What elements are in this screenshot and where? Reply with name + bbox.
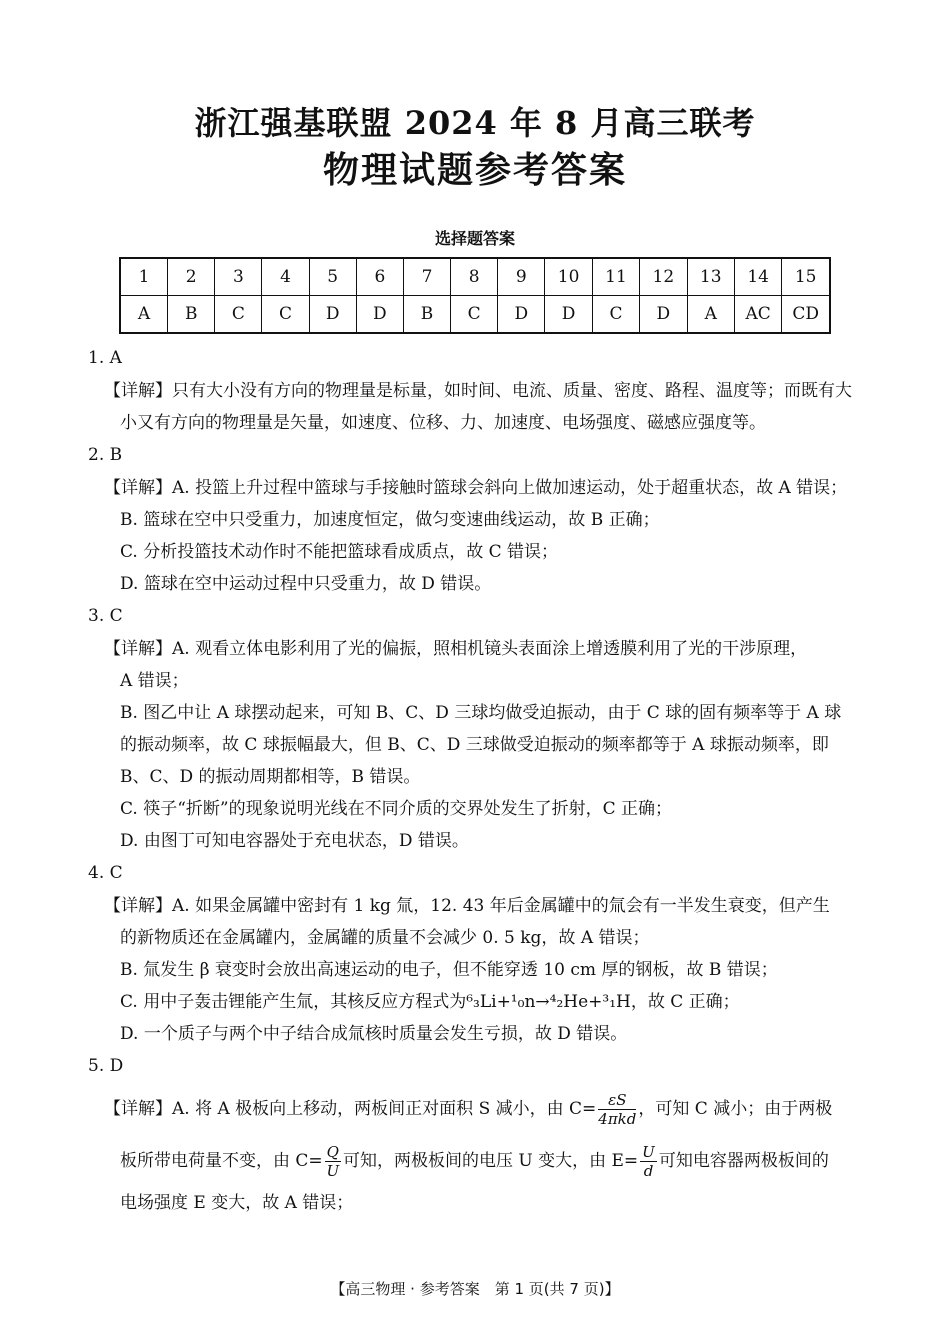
answer-table-number-row [120, 258, 830, 296]
field-strength-fraction [640, 1143, 657, 1180]
question-number-cell: 1 [120, 258, 168, 296]
page-footer: 【高三物理 · 参考答案 第 1 页(共 7 页)】 [330, 1280, 620, 1298]
formula-text: 可知电容器两极板间的 [658, 1151, 829, 1171]
question-2-answer: 2. B [88, 445, 123, 465]
answer-cell: D [545, 296, 592, 334]
question-2-detail-line: B. 篮球在空中只受重力，加速度恒定，做匀变速曲线运动，故 B 正确； [120, 510, 660, 530]
document-title: 物理试题参考答案 [322, 149, 627, 191]
question-number-cell: 13 [687, 258, 734, 296]
answer-cell: D [498, 296, 545, 334]
question-3-detail-line: C. 筷子“折断”的现象说明光线在不同介质的交界处发生了折射，C 正确； [120, 799, 673, 819]
question-5-detail-line [88, 1135, 868, 1187]
question-number-cell: 4 [262, 258, 309, 296]
question-number-cell: 6 [356, 258, 403, 296]
answer-cell: A [687, 296, 734, 334]
question-4-detail-line: B. 氚发生 β 衰变时会放出高速运动的电子，但不能穿透 10 cm 厚的钢板，故 B 错误； [120, 960, 778, 980]
answer-table-answer-row [120, 296, 830, 334]
answer-cell: C [451, 296, 498, 334]
answer-cell: A [120, 296, 168, 334]
question-1-detail-line: 小又有方向的物理量是矢量，如速度、位移、力、加速度、电场强度、磁感应强度等。 [120, 413, 766, 433]
question-4-detail-line: 的新物质还在金属罐内，金属罐的质量不会减少 0. 5 kg，故 A 错误； [120, 928, 650, 948]
question-number-cell: 9 [498, 258, 545, 296]
question-4-detail-line: C. 用中子轰击锂能产生氚，其核反应方程式为⁶₃Li+¹₀n→⁴₂He+³₁H，故 C 正确； [120, 992, 740, 1012]
question-3-answer: 3. C [88, 606, 123, 626]
explanations [88, 342, 868, 1219]
charge-voltage-fraction [325, 1143, 341, 1180]
answer-cell: D [640, 296, 687, 334]
question-1-detail-line: 【详解】只有大小没有方向的物理量是标量，如时间、电流、质量、密度、路程、温度等；而既有大 [104, 381, 852, 401]
answer-cell: CD [782, 296, 830, 334]
fraction-denominator: U [326, 1162, 340, 1180]
formula-text: 板所带电荷量不变，由 C= [120, 1151, 323, 1171]
answer-cell: B [168, 296, 215, 334]
question-2-detail-line: C. 分析投篮技术动作时不能把篮球看成质点，故 C 错误； [120, 542, 559, 562]
formula-text: ，可知 C 减小；由于两极 [638, 1099, 833, 1119]
formula-text: 可知，两极板间的电压 U 变大，由 E= [342, 1151, 639, 1171]
question-number-cell: 3 [215, 258, 262, 296]
answer-cell: B [403, 296, 450, 334]
question-4-detail-line: 【详解】A. 如果金属罐中密封有 1 kg 氚，12. 43 年后金属罐中的氚会有一半发生衰变，但产生 [104, 896, 830, 916]
question-number-cell: 11 [592, 258, 639, 296]
answer-table-title: 选择题答案 [434, 229, 515, 248]
answer-table [119, 257, 831, 334]
answer-cell: AC [734, 296, 781, 334]
question-1-answer: 1. A [88, 348, 122, 368]
question-3-detail-line: 【详解】A. 观看立体电影利用了光的偏振，照相机镜头表面涂上增透膜利用了光的干涉原理， [104, 639, 808, 659]
question-number-cell: 12 [640, 258, 687, 296]
fraction-numerator: U [642, 1143, 655, 1161]
question-5-detail-line [88, 1083, 868, 1135]
answer-cell: C [592, 296, 639, 334]
question-2-detail-line: 【详解】A. 投篮上升过程中篮球与手接触时篮球会斜向上做加速运动，处于超重状态，故 A 错误； [104, 478, 848, 498]
question-number-cell: 5 [309, 258, 356, 296]
question-5-answer: 5. D [88, 1056, 124, 1076]
question-2-detail-line: D. 篮球在空中运动过程中只受重力，故 D 错误。 [120, 574, 492, 594]
question-number-cell: 10 [545, 258, 592, 296]
answer-cell: D [356, 296, 403, 334]
question-4-detail-line: D. 一个质子与两个中子结合成氚核时质量会发生亏损，故 D 错误。 [120, 1024, 628, 1044]
fraction-denominator: 4πkd [598, 1110, 637, 1128]
question-3-detail-line: D. 由图丁可知电容器处于充电状态，D 错误。 [120, 831, 469, 851]
answer-cell: C [262, 296, 309, 334]
question-5-detail-line: 电场强度 E 变大，故 A 错误； [120, 1193, 354, 1213]
question-3-detail-line: B、C、D 的振动周期都相等，B 错误。 [120, 767, 421, 787]
question-number-cell: 14 [734, 258, 781, 296]
question-3-detail-line: 的振动频率，故 C 球振幅最大，但 B、C、D 三球做受迫振动的频率都等于 A 球振动频率，即 [120, 735, 829, 755]
capacitance-fraction [598, 1091, 636, 1128]
exam-title: 浙江强基联盟 2024 年 8 月高三联考 [194, 104, 756, 142]
question-number-cell: 7 [403, 258, 450, 296]
fraction-numerator: Q [326, 1143, 339, 1161]
answer-cell: C [215, 296, 262, 334]
question-3-detail-line: A 错误； [120, 671, 189, 691]
question-number-cell: 2 [168, 258, 215, 296]
fraction-denominator: d [643, 1162, 654, 1180]
answer-cell: D [309, 296, 356, 334]
question-4-answer: 4. C [88, 863, 123, 883]
question-number-cell: 15 [782, 258, 830, 296]
question-3-detail-line: B. 图乙中让 A 球摆动起来，可知 B、C、D 三球均做受迫振动，由于 C 球的固有频率等于 A 球 [120, 703, 842, 723]
formula-text: 【详解】A. 将 A 极板向上移动，两板间正对面积 S 减小，由 C= [104, 1099, 597, 1119]
question-number-cell: 8 [451, 258, 498, 296]
fraction-numerator: εS [598, 1091, 636, 1110]
